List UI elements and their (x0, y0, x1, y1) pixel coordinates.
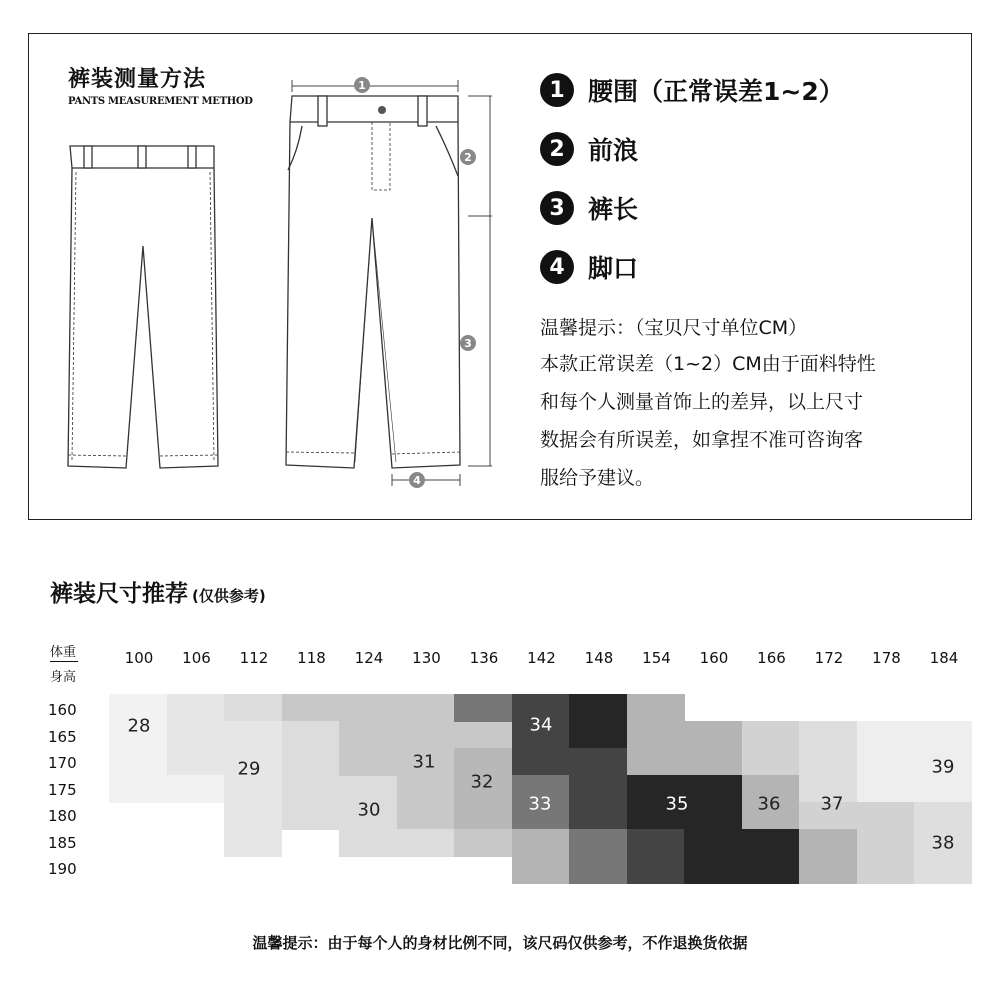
size-cell (397, 694, 455, 722)
legend-label: 裤长 (588, 195, 639, 224)
weight-label: 118 (297, 649, 326, 667)
weight-label: 154 (642, 649, 671, 667)
size-cell (684, 721, 742, 776)
marker-4 (409, 472, 425, 488)
size-cell (569, 694, 627, 749)
legend-label: 腰围（正常误差1~2） (588, 77, 844, 106)
weight-label: 124 (354, 649, 384, 667)
size-label: 38 (931, 832, 955, 854)
size-label: 31 (412, 751, 436, 773)
size-label: 36 (757, 793, 781, 815)
size-cell (627, 694, 685, 776)
size-cell (224, 721, 282, 857)
size-cell (742, 829, 800, 884)
number-1-icon: 1 (540, 73, 574, 107)
size-cell (397, 829, 455, 857)
size-cell (569, 829, 627, 884)
size-cell (857, 802, 915, 884)
size-chart-note: (仅供参考) (192, 587, 266, 605)
legend-waist (540, 72, 844, 108)
footer-note: 温馨提示：由于每个人的身材比例不同，该尺码仅供参考，不作退换货依据 (252, 934, 748, 952)
height-label: 170 (48, 754, 77, 772)
legend-leg-opening (540, 249, 638, 285)
size-label: 39 (931, 756, 955, 778)
size-cell (339, 829, 397, 857)
weight-label: 112 (239, 649, 269, 667)
size-cell (627, 829, 685, 884)
height-label: 190 (48, 860, 77, 878)
size-label: 37 (820, 793, 844, 815)
size-chart-title: 裤装尺寸推荐 (仅供参考) (50, 581, 266, 607)
size-label: 33 (528, 793, 552, 815)
size-cell (224, 694, 282, 722)
size-cell (512, 829, 570, 884)
size-label: 32 (470, 771, 494, 793)
corner-divider (50, 661, 78, 662)
height-label: 165 (48, 727, 77, 746)
weight-axis-label: 体重 (50, 645, 77, 660)
weight-label: 148 (584, 649, 614, 667)
legend-front-rise (540, 131, 638, 167)
weight-label: 166 (757, 649, 786, 667)
button-icon (378, 106, 386, 114)
pants-back-view (68, 146, 218, 468)
marker-3 (460, 335, 476, 351)
weight-label: 142 (527, 649, 556, 667)
height-axis-label: 身高 (50, 670, 77, 685)
height-label: 180 (48, 807, 77, 825)
weight-label: 172 (814, 649, 844, 667)
size-cell (684, 775, 742, 884)
size-cell (742, 721, 800, 776)
size-label: 28 (127, 715, 151, 737)
svg-text:3: 3 (464, 337, 472, 350)
height-label: 175 (48, 780, 77, 799)
height-label: 160 (48, 701, 77, 719)
svg-text:1: 1 (358, 79, 366, 92)
weight-label: 100 (124, 649, 154, 667)
weight-label: 160 (699, 649, 729, 667)
marker-1 (354, 77, 370, 93)
svg-text:2: 2 (464, 151, 472, 164)
measurement-title: 裤装测量方法 (68, 67, 207, 92)
size-cell (799, 721, 857, 803)
size-cell (569, 748, 627, 830)
weight-label: 136 (469, 649, 499, 667)
size-cell (339, 694, 397, 776)
size-cell (454, 829, 512, 857)
size-label: 29 (237, 758, 261, 780)
weight-label: 106 (182, 649, 211, 667)
size-label: 35 (665, 793, 689, 815)
size-cell (167, 775, 225, 803)
height-label: 185 (48, 833, 77, 852)
size-cell (282, 694, 340, 722)
measurement-subtitle: PANTS MEASUREMENT METHOD (68, 96, 253, 107)
weight-label: 130 (412, 649, 441, 667)
weight-label: 178 (872, 649, 901, 667)
tip-line: 服给予建议。 (540, 467, 655, 489)
size-label: 34 (529, 714, 553, 736)
legend-label: 前浪 (588, 136, 639, 165)
pants-front-view (286, 96, 460, 468)
size-cell (857, 721, 915, 803)
tip-line: 本款正常误差（1~2）CM由于面料特性 (540, 353, 876, 375)
legend-label: 脚口 (588, 254, 639, 283)
size-cell (282, 721, 340, 776)
size-cell (109, 694, 167, 803)
tip-title: 温馨提示：（宝贝尺寸单位CM） (540, 317, 808, 339)
number-3-icon: 3 (540, 191, 574, 225)
tip-line: 数据会有所误差，如拿捏不准可咨询客 (540, 429, 864, 451)
size-cell (454, 694, 512, 722)
weight-label: 184 (929, 649, 959, 667)
legend-length (540, 190, 638, 226)
svg-text:4: 4 (413, 474, 421, 487)
size-cell (799, 829, 857, 884)
size-label: 30 (357, 799, 381, 821)
tip-line: 和每个人测量首饰上的差异，以上尺寸 (540, 391, 864, 413)
size-cell (167, 694, 225, 776)
number-2-icon: 2 (540, 132, 574, 166)
number-4-icon: 4 (540, 250, 574, 284)
marker-2 (460, 149, 476, 165)
